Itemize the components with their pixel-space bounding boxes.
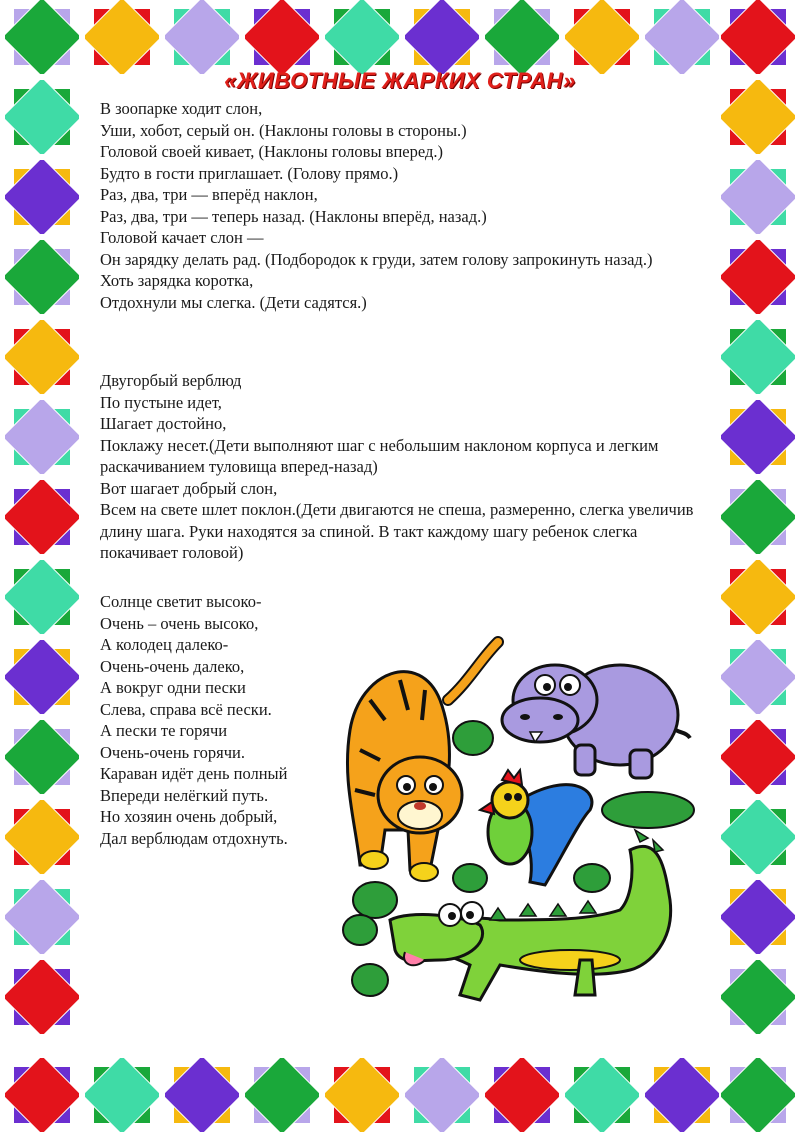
diamond-tile-icon: [325, 0, 399, 74]
diamond-tile-icon: [5, 800, 79, 874]
poem-line: По пустыне идет,: [100, 392, 222, 412]
page-title: «ЖИВОТНЫЕ ЖАРКИХ СТРАН»: [224, 68, 576, 93]
diamond-tile-icon: [5, 720, 79, 794]
diamond-tile-icon: [5, 560, 79, 634]
poem-line: Очень-очень горячи.: [100, 742, 246, 762]
hippo-icon: [502, 665, 690, 778]
poem-line: Караван идёт день полный: [100, 764, 288, 783]
bush-icon: [453, 721, 493, 755]
diamond-tile-icon: [721, 720, 795, 794]
poem-line: Головой своей кивает, (Наклоны головы вперед.): [100, 142, 443, 161]
poem-line: Хоть зарядка коротка,: [100, 271, 254, 290]
poem-line: Слева, справа всё пески.: [100, 699, 272, 719]
diamond-tile-icon: [5, 400, 79, 474]
diamond-tile-icon: [721, 160, 795, 234]
parrot-icon: [480, 770, 592, 885]
diamond-tile-icon: [245, 0, 319, 74]
poem-line: Очень – очень высоко,: [100, 613, 259, 633]
diamond-tile-icon: [325, 1058, 399, 1132]
tiger-icon: [347, 642, 498, 881]
diamond-tile-icon: [721, 960, 795, 1034]
bush-icon: [602, 792, 694, 828]
poem-line: Будто в гости приглашает. (Голову прямо.): [100, 163, 399, 183]
poem-line: Раз, два, три — вперёд наклон,: [100, 185, 318, 204]
poem-line: Впереди нелёгкий путь.: [100, 785, 269, 805]
poem-line: Солнце светит высоко-: [100, 592, 262, 611]
diamond-tile-icon: [565, 1058, 639, 1132]
diamond-tile-icon: [645, 1058, 719, 1132]
poem-line: Уши, хобот, серый он. (Наклоны головы в стороны.): [100, 120, 467, 140]
poem-line: Но хозяин очень добрый,: [100, 807, 278, 826]
poem-line: Отдохнули мы слегка. (Дети садятся.): [100, 292, 367, 312]
diamond-tile-icon: [721, 800, 795, 874]
poem-line: Раз, два, три — теперь назад. (Наклоны вперёд, назад.): [100, 206, 487, 226]
diamond-tile-icon: [5, 160, 79, 234]
diamond-tile-icon: [165, 1058, 239, 1132]
poem-line: Дал верблюдам отдохнуть.: [100, 828, 288, 848]
diamond-tile-icon: [5, 960, 79, 1034]
diamond-tile-icon: [721, 480, 795, 554]
diamond-tile-icon: [5, 480, 79, 554]
diamond-tile-icon: [721, 560, 795, 634]
animals-illustration: [330, 620, 710, 1020]
diamond-tile-icon: [721, 400, 795, 474]
diamond-tile-icon: [565, 0, 639, 74]
poem-line: А колодец далеко-: [100, 635, 229, 654]
poem-line: Он зарядку делать рад. (Подбородок к груди, затем голову запрокинуть назад.): [100, 249, 653, 269]
diamond-tile-icon: [5, 0, 79, 74]
diamond-tile-icon: [721, 320, 795, 394]
poem-line: Всем на свете шлет поклон.(Дети двигаются не спеша, размеренно, слегка увеличив длину шага. Руки находятся за спиной. В такт каждому шагу ребенок слегка покачивает головой): [100, 500, 694, 562]
poem-camel: [100, 370, 720, 564]
poem-line: А вокруг одни пески: [100, 678, 246, 697]
bush-icon: [343, 882, 397, 996]
diamond-tile-icon: [485, 0, 559, 74]
poem-line: А пески те горячи: [100, 721, 228, 740]
diamond-tile-icon: [245, 1058, 319, 1132]
diamond-tile-icon: [645, 0, 719, 74]
diamond-tile-icon: [5, 880, 79, 954]
diamond-tile-icon: [165, 0, 239, 74]
poem-line: Шагает достойно,: [100, 414, 227, 433]
diamond-tile-icon: [5, 320, 79, 394]
diamond-tile-icon: [721, 1058, 795, 1132]
poem-line: Очень-очень далеко,: [100, 656, 245, 676]
diamond-tile-icon: [405, 0, 479, 74]
diamond-tile-icon: [405, 1058, 479, 1132]
diamond-tile-icon: [721, 640, 795, 714]
diamond-tile-icon: [85, 1058, 159, 1132]
poem-line: Поклажу несет.(Дети выполняют шаг с небольшим наклоном корпуса и легким раскачиванием туловища вперед-назад): [100, 435, 659, 476]
poem-line: В зоопарке ходит слон,: [100, 99, 263, 118]
diamond-tile-icon: [5, 1058, 79, 1132]
diamond-tile-icon: [721, 0, 795, 74]
poem-line: Вот шагает добрый слон,: [100, 478, 278, 498]
diamond-tile-icon: [5, 640, 79, 714]
poem-line: Головой качает слон —: [100, 228, 264, 247]
diamond-tile-icon: [85, 0, 159, 74]
diamond-tile-icon: [485, 1058, 559, 1132]
diamond-tile-icon: [5, 240, 79, 314]
diamond-tile-icon: [721, 880, 795, 954]
diamond-tile-icon: [721, 240, 795, 314]
poem-line: Двугорбый верблюд: [100, 371, 242, 390]
poem-elephant: [100, 98, 720, 313]
